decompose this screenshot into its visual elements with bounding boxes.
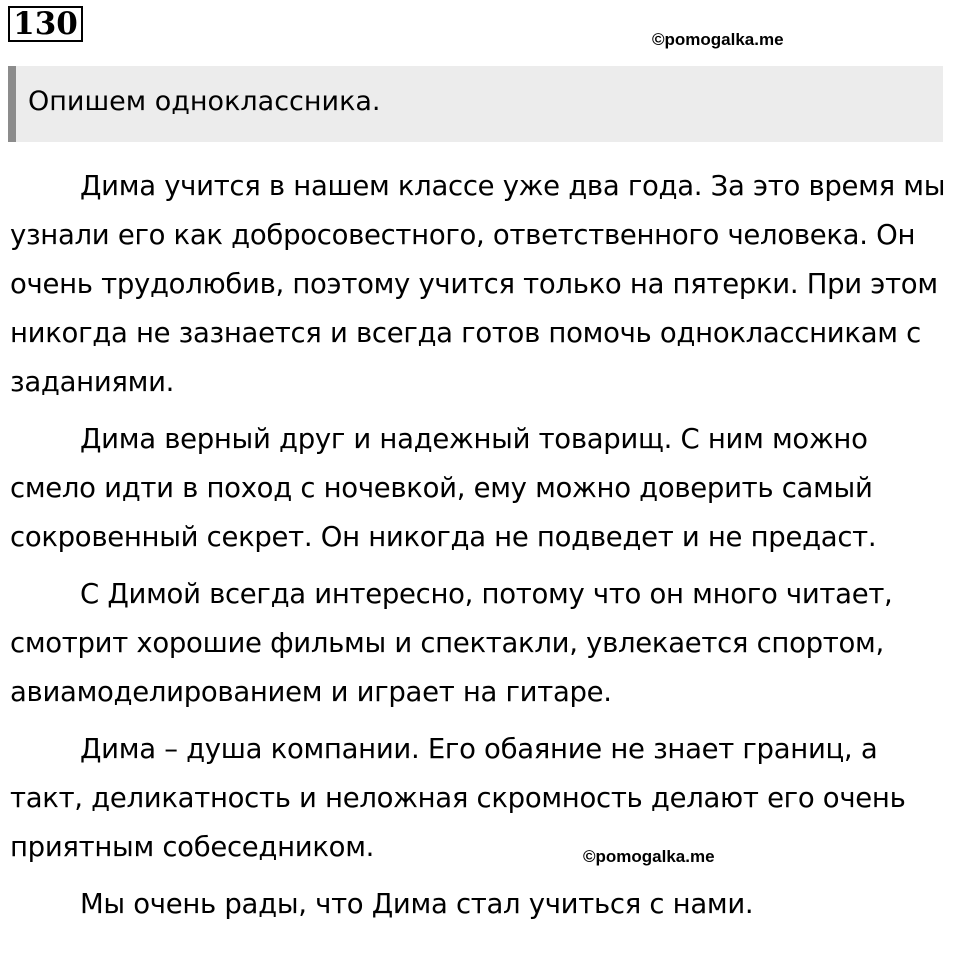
watermark-middle: ©pomogalka.me [583,847,715,866]
essay-text [10,162,955,937]
task-number-box: 130 [8,6,83,42]
paragraph-1: Дима учится в нашем классе уже два года. За это время мы узнали его как добросовестного, ответственного человека. Он очень трудолюбив, поэтому учится только на пятерки. При этом никогда не зазнается и всегда готов помочь одноклассникам с заданиями. [10,170,946,398]
paragraph-5: Мы очень рады, что Дима стал учиться с нами. [80,888,754,920]
paragraph-2: Дима верный друг и надежный товарищ. С ним можно смело идти в поход с ночевкой, ему можно доверить самый сокровенный секрет. Он никогда не подведет и не предаст. [10,423,877,553]
task-statement-text: Опишем одноклассника. [28,86,381,117]
task-statement [8,66,943,142]
watermark-top: ©pomogalka.me [652,30,784,49]
paragraph-3: С Димой всегда интересно, потому что он много читает, смотрит хорошие фильмы и спектакли, увлекается спортом, авиамоделированием и играет на гитаре. [10,578,893,708]
paragraph-4: Дима – душа компании. Его обаяние не знает границ, а такт, деликатность и неложная скромность делают его очень приятным собеседником. [10,733,906,863]
